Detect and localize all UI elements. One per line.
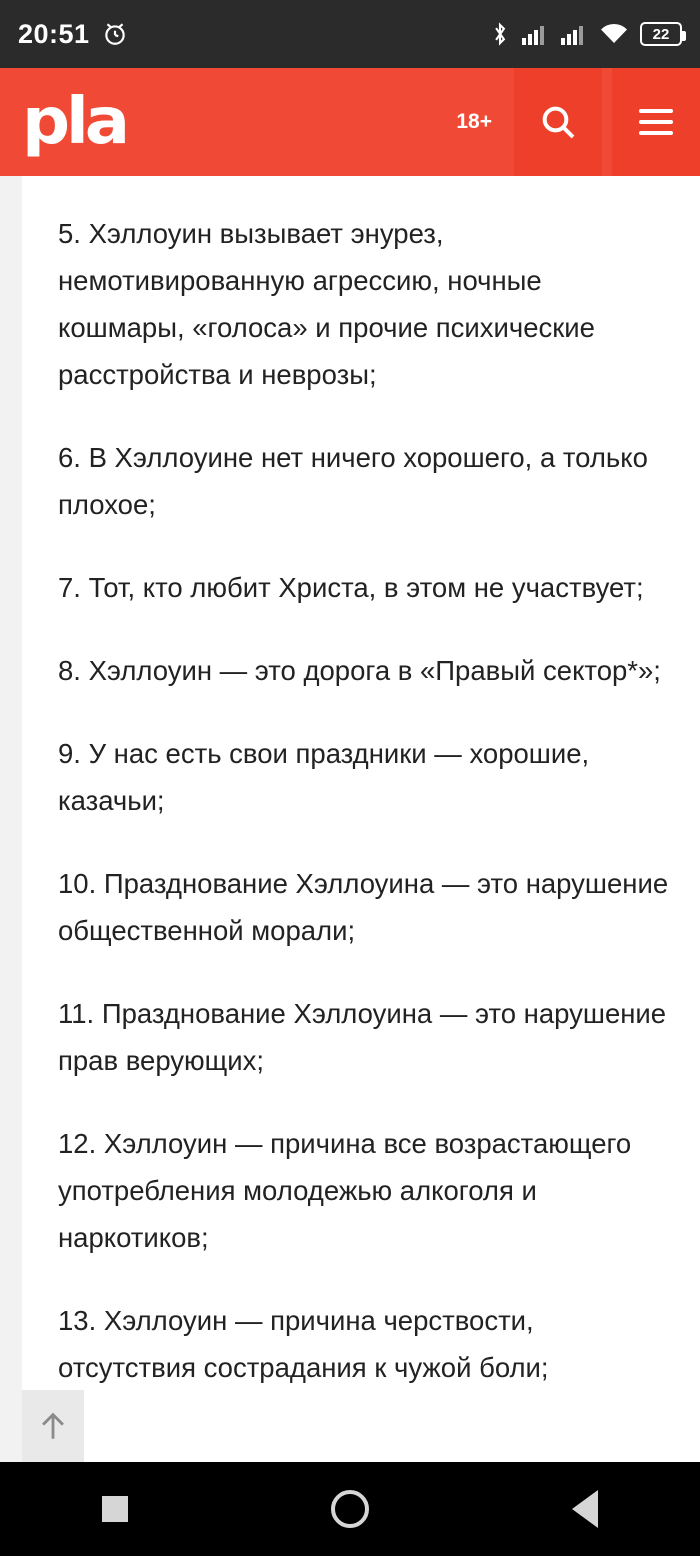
back-button[interactable]: [572, 1490, 598, 1528]
site-logo[interactable]: pla: [22, 85, 126, 159]
site-header: [0, 68, 700, 176]
battery-level: 22: [652, 25, 670, 43]
left-rail: [0, 176, 22, 1462]
bluetooth-icon: [490, 21, 510, 47]
article-paragraph: 12. Хэллоуин — причина все возрастающего употребления молодежью алкоголя и наркотиков;: [58, 1128, 632, 1253]
status-bar-left: [18, 19, 128, 50]
alarm-clock-icon: [102, 21, 128, 47]
search-button[interactable]: [514, 68, 602, 176]
article-body: [22, 176, 700, 1462]
signal-sim1-icon: [521, 22, 549, 46]
age-rating-badge: 18+: [456, 110, 492, 133]
scroll-to-top-icon: [36, 1407, 70, 1445]
menu-icon: [639, 109, 673, 135]
signal-sim2-icon: [560, 22, 588, 46]
header-actions: [434, 68, 700, 176]
recents-button[interactable]: [102, 1496, 128, 1522]
android-nav-bar: [0, 1462, 700, 1556]
article-paragraph: 8. Хэллоуин — это дорога в «Правый сектор*»;: [58, 655, 661, 686]
article-paragraph: 9. У нас есть свои праздники — хорошие, казачьи;: [58, 738, 590, 816]
article-paragraph: 5. Хэллоуин вызывает энурез, немотивированную агрессию, ночные кошмары, «голоса» и прочие психические расстройства и неврозы;: [58, 218, 595, 390]
scroll-to-top-button[interactable]: [22, 1390, 84, 1462]
page-content: [0, 176, 700, 1462]
article-paragraph: 10. Празднование Хэллоуина — это нарушение общественной морали;: [58, 868, 669, 946]
menu-button[interactable]: [612, 68, 700, 176]
search-icon: [538, 102, 578, 142]
status-clock: 20:51: [18, 18, 90, 49]
status-bar: [0, 0, 700, 68]
wifi-icon: [599, 22, 629, 46]
article-paragraph: 6. В Хэллоуине нет ничего хорошего, а только плохое;: [58, 442, 648, 520]
home-button[interactable]: [331, 1490, 369, 1528]
article-paragraph: 13. Хэллоуин — причина черствости, отсутствия сострадания к чужой боли;: [58, 1305, 549, 1383]
status-bar-right: [490, 21, 682, 47]
battery-icon: [640, 22, 682, 46]
article-paragraph: 11. Празднование Хэллоуина — это нарушение прав верующих;: [58, 998, 667, 1076]
article-paragraph: 7. Тот, кто любит Христа, в этом не участвует;: [58, 572, 644, 603]
